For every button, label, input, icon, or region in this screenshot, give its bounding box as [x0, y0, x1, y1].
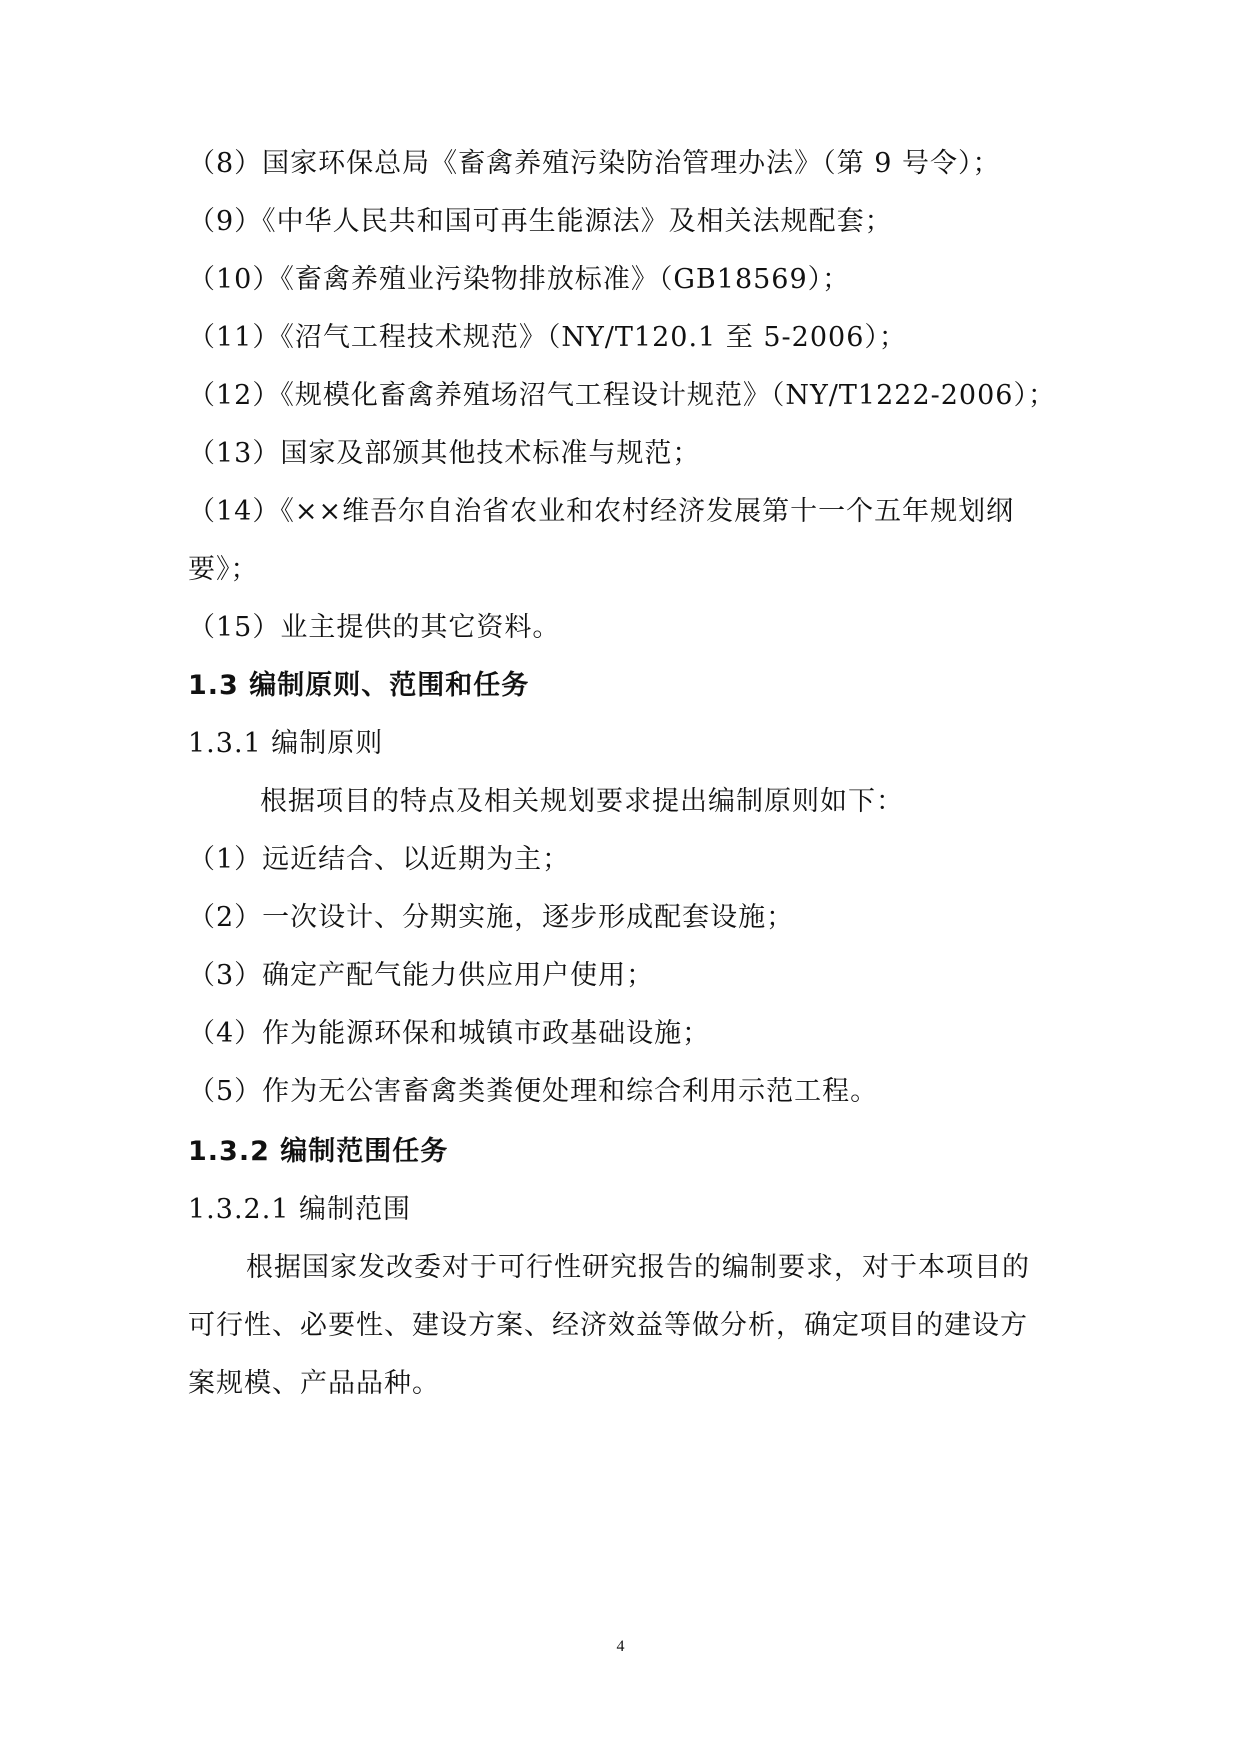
- reference-item-12: （12）《规模化畜禽养殖场沼气工程设计规范》（NY/T1222-2006）；: [188, 380, 1056, 411]
- reference-item-13: （13）国家及部颁其他技术标准与规范；: [188, 438, 701, 469]
- subsection-heading-1-3-1: 1.3.1 编制原则: [188, 728, 384, 759]
- reference-item-9: （9）《中华人民共和国可再生能源法》及相关法规配套；: [188, 206, 893, 237]
- section-heading-1-3: 1.3 编制原则、范围和任务: [188, 670, 530, 701]
- principles-intro: 根据项目的特点及相关规划要求提出编制原则如下：: [260, 786, 904, 817]
- reference-item-14-continued: 要》；: [188, 554, 259, 585]
- reference-item-11: （11）《沼气工程技术规范》（NY/T120.1 至 5-2006）；: [188, 322, 907, 353]
- scope-paragraph-line-1: 根据国家发改委对于可行性研究报告的编制要求，对于本项目的: [246, 1252, 1030, 1283]
- reference-item-14: （14）《××维吾尔自治省农业和农村经济发展第十一个五年规划纲: [188, 496, 1015, 527]
- page-number: 4: [616, 1638, 625, 1655]
- principle-item-1: （1）远近结合、以近期为主；: [188, 844, 571, 875]
- subsection-heading-1-3-2: 1.3.2 编制范围任务: [188, 1136, 449, 1167]
- scope-paragraph-line-2: 可行性、必要性、建设方案、经济效益等做分析，确定项目的建设方: [188, 1310, 1028, 1341]
- principle-item-2: （2）一次设计、分期实施，逐步形成配套设施；: [188, 902, 795, 933]
- reference-item-10: （10）《畜禽养殖业污染物排放标准》（GB18569）；: [188, 264, 851, 295]
- subsection-heading-1-3-2-1: 1.3.2.1 编制范围: [188, 1194, 412, 1225]
- scope-paragraph-line-3: 案规模、产品品种。: [188, 1368, 440, 1399]
- principle-item-4: （4）作为能源环保和城镇市政基础设施；: [188, 1018, 711, 1049]
- reference-item-15: （15）业主提供的其它资料。: [188, 612, 561, 643]
- principle-item-3: （3）确定产配气能力供应用户使用；: [188, 960, 655, 991]
- reference-item-8: （8）国家环保总局《畜禽养殖污染防治管理办法》（第 9 号令）；: [188, 148, 1001, 179]
- principle-item-5: （5）作为无公害畜禽类粪便处理和综合利用示范工程。: [188, 1076, 879, 1107]
